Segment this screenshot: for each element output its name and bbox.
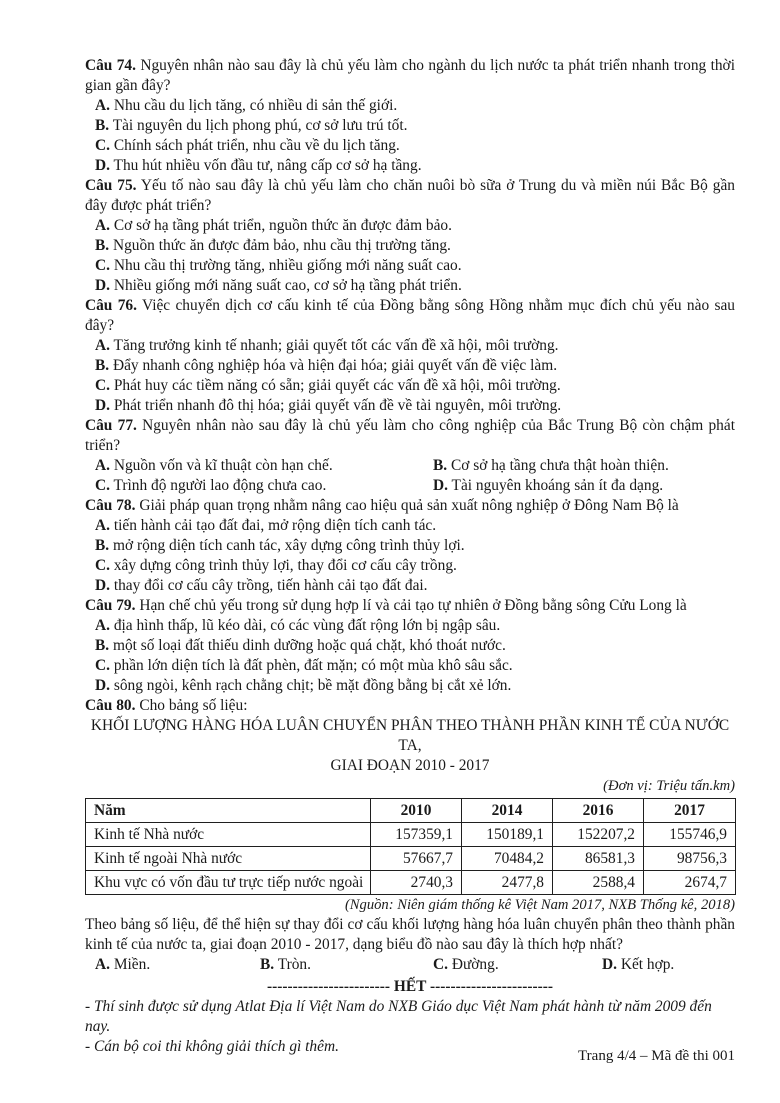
option-text: phần lớn diện tích là đất phèn, đất mặn; có một mùa khô sâu sắc. <box>113 657 513 674</box>
question-78-stem <box>85 496 735 516</box>
question-80-option-b <box>260 955 433 975</box>
option-letter: D. <box>95 577 110 594</box>
cell-value: 2588,4 <box>553 871 644 895</box>
question-80-number: Câu 80. <box>85 697 136 714</box>
option-text: Tài nguyên khoáng sản ít đa dạng. <box>451 477 664 494</box>
question-78-option-b <box>85 536 735 556</box>
table-header-row <box>86 799 736 823</box>
option-letter: C. <box>95 257 110 274</box>
option-letter: D. <box>433 477 448 494</box>
question-75-stem <box>85 176 735 216</box>
question-75-option-b <box>85 236 735 256</box>
question-74-option-d <box>85 156 735 176</box>
table-title-line-2: GIAI ĐOẠN 2010 - 2017 <box>330 757 490 774</box>
page-footer-label: Trang 4/4 – Mã đề thi 001 <box>578 1048 735 1064</box>
option-letter: B. <box>260 956 275 973</box>
option-text: Nguồn vốn và kĩ thuật còn hạn chế. <box>113 457 333 474</box>
cell-value: 2674,7 <box>644 871 736 895</box>
option-text: Tăng trưởng kinh tế nhanh; giải quyết tốt các vấn đề xã hội, môi trường. <box>113 337 559 354</box>
cell-value: 86581,3 <box>553 847 644 871</box>
row-label: Khu vực có vốn đầu tư trực tiếp nước ngoài <box>86 871 371 895</box>
question-80-option-d <box>602 955 735 975</box>
option-text: Trình độ người lao động chưa cao. <box>113 477 327 494</box>
option-letter: B. <box>433 457 448 474</box>
exam-note-proctor: - Cán bộ coi thi không giải thích gì thêm. <box>85 1038 339 1055</box>
question-79 <box>85 596 735 696</box>
option-letter: A. <box>95 457 110 474</box>
question-77-text: Nguyên nhân nào sau đây là chủ yếu làm cho công nghiệp của Bắc Trung Bộ còn chậm phát triển? <box>85 417 735 454</box>
cell-value: 157359,1 <box>371 823 462 847</box>
cell-value: 152207,2 <box>553 823 644 847</box>
option-text: Kết hợp. <box>620 956 675 973</box>
option-text: tiến hành cải tạo đất đai, mở rộng diện tích canh tác. <box>113 517 437 534</box>
option-letter: B. <box>95 537 110 554</box>
question-77 <box>85 416 735 496</box>
question-77-number: Câu 77. <box>85 417 137 434</box>
question-79-text: Hạn chế chủ yếu trong sử dụng hợp lí và cải tạo tự nhiên ở Đồng bằng sông Cửu Long là <box>139 597 687 614</box>
cell-value: 98756,3 <box>644 847 736 871</box>
question-79-option-c <box>85 656 735 676</box>
question-75 <box>85 176 735 296</box>
question-78 <box>85 496 735 596</box>
option-text: xây dựng công trình thủy lợi, thay đổi cơ cấu cây trồng. <box>113 557 457 574</box>
exam-content <box>85 56 735 1057</box>
question-79-option-a <box>85 616 735 636</box>
table-unit-note: (Đơn vị: Triệu tấn.km) <box>603 778 735 794</box>
question-74-option-c <box>85 136 735 156</box>
option-letter: B. <box>95 637 110 654</box>
question-77-options-row-2 <box>85 476 735 496</box>
question-79-option-b <box>85 636 735 656</box>
question-74-text: Nguyên nhân nào sau đây là chủ yếu làm cho ngành du lịch nước ta phát triển nhanh trong thời gian gần đây? <box>85 57 735 94</box>
question-77-option-d <box>433 476 735 496</box>
option-text: thay đổi cơ cấu cây trồng, tiến hành cải tạo đất đai. <box>113 577 428 594</box>
exam-note-atlat: - Thí sinh được sử dụng Atlat Địa lí Việt Nam do NXB Giáo dục Việt Nam phát hành từ năm 2009 đến nay. <box>85 998 712 1035</box>
table-title-line-1: KHỐI LƯỢNG HÀNG HÓA LUÂN CHUYỂN PHÂN THEO THÀNH PHẦN KINH TẾ CỦA NƯỚC TA, <box>90 717 730 754</box>
option-text: Phát huy các tiềm năng có sẵn; giải quyết các vấn đề xã hội, môi trường. <box>113 377 561 394</box>
option-letter: C. <box>433 956 448 973</box>
question-74 <box>85 56 735 176</box>
option-text: Tài nguyên du lịch phong phú, cơ sở lưu trú tốt. <box>112 117 408 134</box>
option-text: Phát triển nhanh đô thị hóa; giải quyết vấn đề về tài nguyên, môi trường. <box>113 397 562 414</box>
option-text: Cơ sở hạ tầng chưa thật hoàn thiện. <box>450 457 669 474</box>
option-text: địa hình thấp, lũ kéo dài, có các vùng đất rộng lớn bị ngập sâu. <box>113 617 501 634</box>
option-text: sông ngòi, kênh rạch chằng chịt; bề mặt đồng bằng bị cắt xẻ lớn. <box>113 677 512 694</box>
option-letter: A. <box>95 97 110 114</box>
option-letter: C. <box>95 557 110 574</box>
question-75-option-c <box>85 256 735 276</box>
question-80-options <box>85 955 735 975</box>
option-text: Thu hút nhiều vốn đầu tư, nâng cấp cơ sở hạ tầng. <box>113 157 422 174</box>
question-78-option-a <box>85 516 735 536</box>
question-80-option-c <box>433 955 602 975</box>
option-text: Nhu cầu du lịch tăng, có nhiều di sản thế giới. <box>113 97 398 114</box>
option-text: Cơ sở hạ tầng phát triển, nguồn thức ăn được đảm bảo. <box>113 217 452 234</box>
table-row <box>86 823 736 847</box>
option-letter: C. <box>95 477 110 494</box>
table-header-2017: 2017 <box>644 799 736 823</box>
question-77-option-c <box>95 476 433 496</box>
option-text: Tròn. <box>277 956 311 973</box>
question-75-option-a <box>85 216 735 236</box>
option-letter: D. <box>95 677 110 694</box>
option-letter: A. <box>95 617 110 634</box>
option-text: một số loại đất thiếu dinh dưỡng hoặc quá chặt, khó thoát nước. <box>112 637 506 654</box>
question-76-option-d <box>85 396 735 416</box>
question-78-number: Câu 78. <box>85 497 136 514</box>
question-75-text: Yếu tố nào sau đây là chủ yếu làm cho chăn nuôi bò sữa ở Trung du và miền núi Bắc Bộ gần đây được phát triển? <box>85 177 735 214</box>
question-75-option-d <box>85 276 735 296</box>
option-text: Chính sách phát triển, nhu cầu về du lịch tăng. <box>113 137 400 154</box>
cell-value: 150189,1 <box>462 823 553 847</box>
option-text: Miền. <box>113 956 151 973</box>
table-header-nam: Năm <box>86 799 371 823</box>
option-letter: D. <box>95 277 110 294</box>
question-77-option-b <box>433 456 735 476</box>
question-76-option-a <box>85 336 735 356</box>
question-79-number: Câu 79. <box>85 597 136 614</box>
option-text: Nhu cầu thị trường tăng, nhiều giống mới năng suất cao. <box>113 257 462 274</box>
cell-value: 2740,3 <box>371 871 462 895</box>
question-78-option-c <box>85 556 735 576</box>
question-77-option-a <box>95 456 433 476</box>
question-77-stem <box>85 416 735 456</box>
option-text: Đẩy nhanh công nghiệp hóa và hiện đại hóa; giải quyết vấn đề việc làm. <box>112 357 558 374</box>
question-80-text: Theo bảng số liệu, để thể hiện sự thay đổi cơ cấu khối lượng hàng hóa luân chuyển phân theo thành phần kinh tế của nước ta, giai đoạn 2010 - 2017, dạng biểu đồ nào sau đây là thích hợp nhất? <box>85 916 735 953</box>
question-76-number: Câu 76. <box>85 297 137 314</box>
end-of-exam-divider: ------------------------ HẾT ------------------------ <box>267 978 553 995</box>
table-header-2016: 2016 <box>553 799 644 823</box>
question-75-number: Câu 75. <box>85 177 137 194</box>
data-table <box>85 798 736 895</box>
table-row <box>86 871 736 895</box>
question-77-options-row-1 <box>85 456 735 476</box>
option-text: Nhiều giống mới năng suất cao, cơ sở hạ tầng phát triển. <box>113 277 462 294</box>
option-letter: B. <box>95 237 110 254</box>
option-letter: D. <box>602 956 617 973</box>
question-80-stem <box>85 696 735 716</box>
question-80-option-a <box>95 955 260 975</box>
cell-value: 155746,9 <box>644 823 736 847</box>
question-76-option-b <box>85 356 735 376</box>
option-text: Đường. <box>451 956 499 973</box>
question-74-stem <box>85 56 735 96</box>
question-80 <box>85 696 735 975</box>
question-74-option-a <box>85 96 735 116</box>
question-80-intro: Cho bảng số liệu: <box>139 697 248 714</box>
row-label: Kinh tế ngoài Nhà nước <box>86 847 371 871</box>
option-letter: D. <box>95 397 110 414</box>
table-header-2010: 2010 <box>371 799 462 823</box>
option-letter: A. <box>95 337 110 354</box>
option-letter: C. <box>95 657 110 674</box>
question-76-stem <box>85 296 735 336</box>
question-79-stem <box>85 596 735 616</box>
option-letter: C. <box>95 137 110 154</box>
question-76 <box>85 296 735 416</box>
option-letter: A. <box>95 956 110 973</box>
row-label: Kinh tế Nhà nước <box>86 823 371 847</box>
question-76-option-c <box>85 376 735 396</box>
option-letter: A. <box>95 217 110 234</box>
question-78-text: Giải pháp quan trọng nhằm nâng cao hiệu quả sản xuất nông nghiệp ở Đông Nam Bộ là <box>139 497 679 514</box>
option-letter: A. <box>95 517 110 534</box>
option-text: mở rộng diện tích canh tác, xây dựng công trình thủy lợi. <box>112 537 465 554</box>
cell-value: 57667,7 <box>371 847 462 871</box>
option-letter: B. <box>95 117 110 134</box>
question-74-option-b <box>85 116 735 136</box>
option-letter: C. <box>95 377 110 394</box>
cell-value: 2477,8 <box>462 871 553 895</box>
question-74-number: Câu 74. <box>85 57 136 74</box>
question-78-option-d <box>85 576 735 596</box>
option-letter: D. <box>95 157 110 174</box>
table-header-2014: 2014 <box>462 799 553 823</box>
question-79-option-d <box>85 676 735 696</box>
option-text: Nguồn thức ăn được đảm bảo, nhu cầu thị trường tăng. <box>112 237 451 254</box>
option-letter: B. <box>95 357 110 374</box>
question-76-text: Việc chuyển dịch cơ cấu kinh tế của Đồng bằng sông Hồng nhằm mục đích chủ yếu nào sau đây? <box>85 297 735 334</box>
table-row <box>86 847 736 871</box>
cell-value: 70484,2 <box>462 847 553 871</box>
table-source-note: (Nguồn: Niên giám thống kê Việt Nam 2017, NXB Thống kê, 2018) <box>344 897 735 913</box>
